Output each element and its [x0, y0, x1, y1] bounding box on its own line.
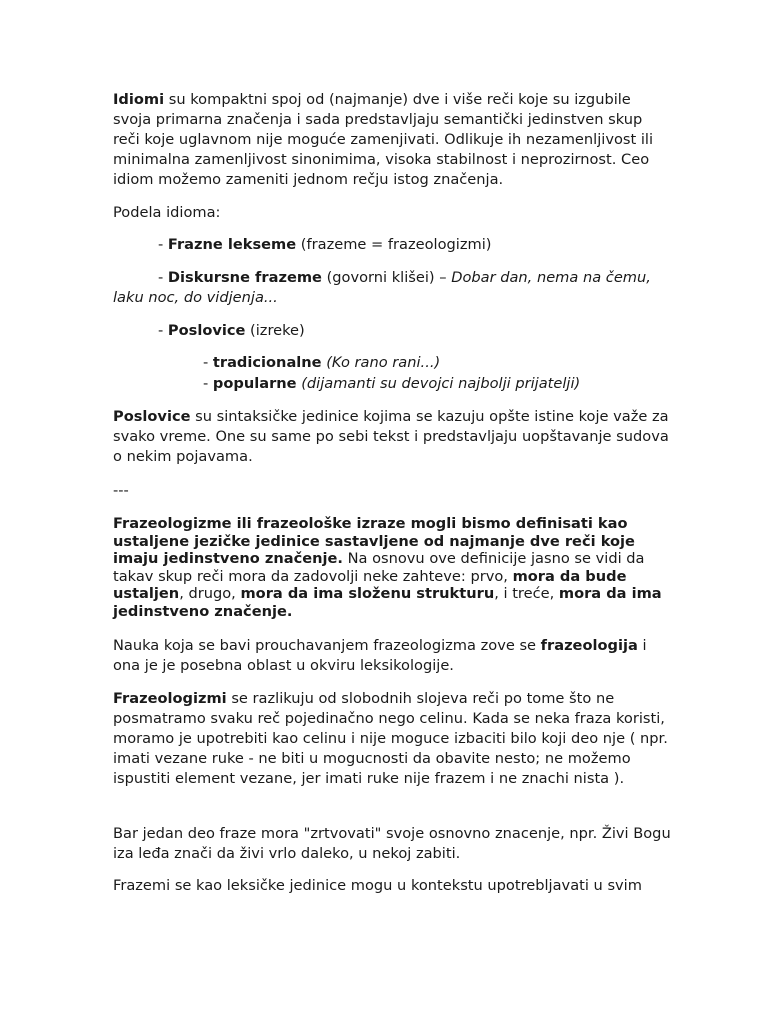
term-frazeologija: frazeologija — [540, 637, 638, 654]
paragraph-idiomi — [113, 90, 673, 190]
list-item-text: (frazeme = frazeologizmi) — [296, 236, 492, 253]
requirement-2: mora da ima složenu strukturu — [240, 585, 495, 602]
podela-heading: Podela idioma: — [113, 204, 221, 221]
sub-item-example: (dijamanti su devojci najbolji prijatelji) — [296, 375, 581, 392]
sub-item-tradicionalne — [203, 353, 673, 373]
list-dash: - — [158, 269, 168, 286]
list-dash: - — [203, 375, 213, 392]
list-item-example: Dobar dan, nema na čemu, laku noc, do vidjenja... — [113, 269, 651, 306]
requirement-3: mora da ima jedinstveno značenje. — [113, 585, 662, 620]
term-frazne-lekseme: Frazne lekseme — [167, 236, 297, 253]
term-poslovice: Poslovice — [167, 322, 246, 339]
list-item-text: (izreke) — [245, 322, 305, 339]
term-frazeologizmi: Frazeologizmi — [113, 690, 227, 707]
sub-item-popularne — [203, 374, 673, 394]
paragraph-idiomi-text: su kompaktni spoj od (najmanje) dve i više reči koje su izgubile svoja primarna značenja i sada predstavljaju semantički jedinstven skup reči koje uglavnom nije moguće zamenjivati. Odlikuje ih nezamenljivost ili minimalna zamenljivost sinonimima, visoka stabilnost i neprozirnost. Ceo idiom možemo zameniti jednom rečju istog značenja. — [113, 91, 654, 188]
list-item-diskursne-frazeme — [113, 268, 673, 308]
term-tradicionalne: tradicionalne — [212, 354, 322, 371]
definition-text: , i treće, — [494, 585, 559, 602]
definition-bold: Frazeologizme ili frazeološke izraze mogli bismo definisati kao ustaljene jezičke jedinice sastavljene od najmanje dve reči koje imaju jedinstveno značenje. — [113, 515, 635, 567]
separator: --- — [113, 482, 129, 499]
paragraph-razlike-text: se razlikuju od slobodnih slojeva reči po tome što ne posmatramo svaku reč pojedinačno nego celinu. Kada se neka fraza koristi, moramo je upotrebiti kao celinu i nije moguce izbaciti bilo koji deo nje ( npr. imati vezane ruke - ne biti u mogucnosti da obavite nesto; ne možemo ispustiti element vezane, jer imati ruke nije frazem i ne znachi nista ). — [113, 690, 668, 787]
paragraph-razlike — [113, 689, 669, 789]
list-item-text: (govorni klišei) – — [321, 269, 452, 286]
paragraph-frazeologizmi-definicija — [113, 515, 669, 620]
list-dash: - — [158, 236, 168, 253]
paragraph-nauka-text: i ona je je posebna oblast u okviru leksikologije. — [113, 637, 647, 674]
paragraph-poslovice — [113, 407, 673, 467]
list-dash: - — [203, 354, 213, 371]
list-item-frazne-lekseme — [158, 235, 678, 255]
paragraph-poslovice-text: su sintaksičke jedinice kojima se kazuju opšte istine koje važe za svako vreme. One su same po sebi tekst i predstavljaju uopštavanje sudova o nekim pojavama. — [113, 408, 669, 465]
term-popularne: popularne — [212, 375, 297, 392]
definition-text: Na osnovu ove definicije jasno se vidi da takav skup reči mora da zadovolji neke zahteve: prvo, — [113, 550, 645, 585]
term-idiomi: Idiomi — [113, 91, 165, 108]
list-item-poslovice — [158, 321, 678, 341]
paragraph-bar-jedan-deo: Bar jedan deo fraze mora "zrtvovati" svoje osnovno znacenje, npr. Živi Bogu iza leđa znači da živi vrlo daleko, u nekoj zabiti. — [113, 825, 671, 862]
list-dash: - — [158, 322, 168, 339]
term-diskursne-frazeme: Diskursne frazeme — [167, 269, 322, 286]
paragraph-frazemi: Frazemi se kao leksičke jedinice mogu u kontekstu upotrebljavati u svim — [113, 877, 642, 894]
sub-item-example: (Ko rano rani...) — [321, 354, 441, 371]
paragraph-nauka-text: Nauka koja se bavi prouchavanjem frazeologizma zove se — [113, 637, 541, 654]
term-poslovice-def: Poslovice — [113, 408, 191, 425]
paragraph-nauka — [113, 636, 673, 676]
requirement-1: mora da bude ustaljen — [113, 567, 627, 602]
definition-text: , drugo, — [179, 585, 241, 602]
